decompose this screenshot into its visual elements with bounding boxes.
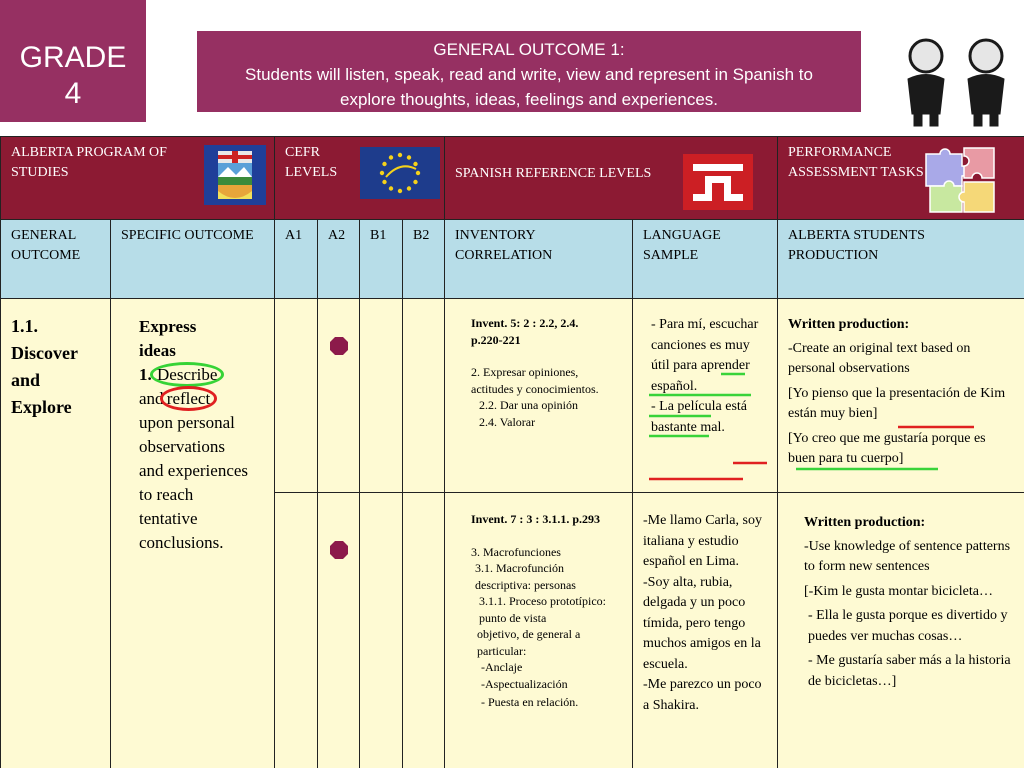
row2-inventory-title: Invent. 7 : 3 : 3.1.1. p.293 <box>471 512 601 526</box>
subheader-b1: B1 <box>359 219 402 298</box>
grade-number: 4 <box>64 77 82 110</box>
row1-inventory-line: 2. Expresar opiniones, actitudes y conocimientos. <box>471 365 599 396</box>
outcome-title: GENERAL OUTCOME 1: <box>433 40 625 59</box>
header-cefr: CEFR LEVELS <box>274 136 444 219</box>
row2-inventory-line: -Aspectualización <box>481 676 568 691</box>
production-line: -Use knowledge of sentence patterns to form new sentences <box>804 538 1011 574</box>
row2-a2 <box>317 492 359 768</box>
row1-b1 <box>359 298 402 492</box>
specific-outcome-body: 1. Describe and reflect upon personal observations and experiences to reach tentative conclusions. <box>139 363 264 555</box>
production-line: -Create an original text based on personal observations <box>788 340 971 376</box>
thinking-people-icon <box>890 34 1020 130</box>
subheader-a2: A2 <box>317 219 359 298</box>
row2-inventory-line: 3.1. Macrofunción descriptiva: personas <box>475 561 576 592</box>
row2-b2 <box>402 492 444 768</box>
general-outcome-text: 1.1. Discover and Explore <box>11 316 78 417</box>
row1-inventory <box>444 298 632 492</box>
row1-inventory-line: 2.4. Valorar <box>479 414 536 429</box>
production-line: - Ella le gusta porque es divertido y puedes ver muchas cosas… <box>808 608 1008 644</box>
row1-production <box>777 298 1024 492</box>
sample-line: - Para mí, escuchar canciones es muy útil para aprender español. <box>651 317 759 394</box>
general-outcome-cell <box>0 298 110 768</box>
row2-inventory-line: 3. Macrofunciones <box>471 544 561 559</box>
describe-circled: Describe <box>150 362 224 387</box>
production-line: [Yo pienso que la presentación de Kim están muy bien] <box>788 385 1006 421</box>
specific-outcome-cell <box>110 298 274 768</box>
row2-inventory-line: 3.1.1. Proceso prototípico: punto de vista <box>479 594 606 625</box>
ink-underlines <box>633 299 778 493</box>
subheader-language-sample: LANGUAGE SAMPLE <box>632 219 777 298</box>
subheader-specific-outcome: SPECIFIC OUTCOME <box>110 219 274 298</box>
row1-production-title: Written production: <box>788 317 910 332</box>
production-line: [-Kim le gusta montar bicicleta… <box>804 583 993 599</box>
row1-a2 <box>317 298 359 492</box>
row1-inventory-line: 2.2. Dar una opinión <box>479 398 578 412</box>
subheader-b2: B2 <box>402 219 444 298</box>
row2-language-sample <box>632 492 777 768</box>
row2-a1 <box>274 492 317 768</box>
instituto-cervantes-icon <box>683 154 753 210</box>
row1-inventory-title: Invent. 5: 2 : 2.2, 2.4. p.220-221 <box>471 316 579 347</box>
row1-b2 <box>402 298 444 492</box>
sample-line: - La película está bastante mal. <box>651 399 748 435</box>
reflect-circled: reflect <box>160 386 217 411</box>
sample-line: -Me parezco un poco a Shakira. <box>643 677 762 713</box>
sample-line: -Soy alta, rubia, delgada y un poco tímida, pero tengo muchos amigos en la escuela. <box>643 574 761 672</box>
row1-a1 <box>274 298 317 492</box>
subheader-students-production: ALBERTA STUDENTS PRODUCTION <box>777 219 1024 298</box>
production-line: - Me gustaría saber más a la historia de bicicletas…] <box>808 653 1011 689</box>
level-marker-icon <box>330 337 348 355</box>
grade-word: GRADE <box>19 41 127 74</box>
subheader-a1: A1 <box>274 219 317 298</box>
row2-production-title: Written production: <box>804 515 926 530</box>
row2-inventory-line: objetivo, de general a particular: <box>477 627 581 658</box>
row1-language-sample <box>632 298 777 492</box>
row2-inventory-line: -Anclaje <box>481 660 523 674</box>
outcome-text: Students will listen, speak, read and write, view and represent in Spanish to explore thoughts, ideas, feelings and experiences. <box>245 65 813 109</box>
row2-inventory-line: - Puesta en relación. <box>481 695 579 709</box>
puzzle-icon <box>920 144 1000 216</box>
production-line: [Yo creo que me gustaría porque es buen para tu cuerpo] <box>788 430 986 466</box>
specific-outcome-heading: Express ideas <box>139 317 197 360</box>
header-performance: PERFORMANCE ASSESSMENT TASKS <box>777 136 1024 219</box>
row2-b1 <box>359 492 402 768</box>
header-alberta: ALBERTA PROGRAM OF STUDIES <box>0 136 274 219</box>
header-spanish-reference: SPANISH REFERENCE LEVELS <box>444 136 777 219</box>
subheader-inventory: INVENTORY CORRELATION <box>444 219 632 298</box>
alberta-flag-icon <box>204 145 266 205</box>
row2-production <box>777 492 1024 768</box>
subheader-general-outcome: GENERAL OUTCOME <box>0 219 110 298</box>
general-outcome-banner <box>197 31 861 112</box>
level-marker-icon <box>330 541 348 559</box>
grade-label <box>0 0 146 122</box>
ink-underlines <box>778 299 1024 493</box>
eu-stars-icon <box>360 147 440 199</box>
sample-line: -Me llamo Carla, soy italiana y estudio español en Lima. <box>643 513 762 569</box>
row2-inventory <box>444 492 632 768</box>
